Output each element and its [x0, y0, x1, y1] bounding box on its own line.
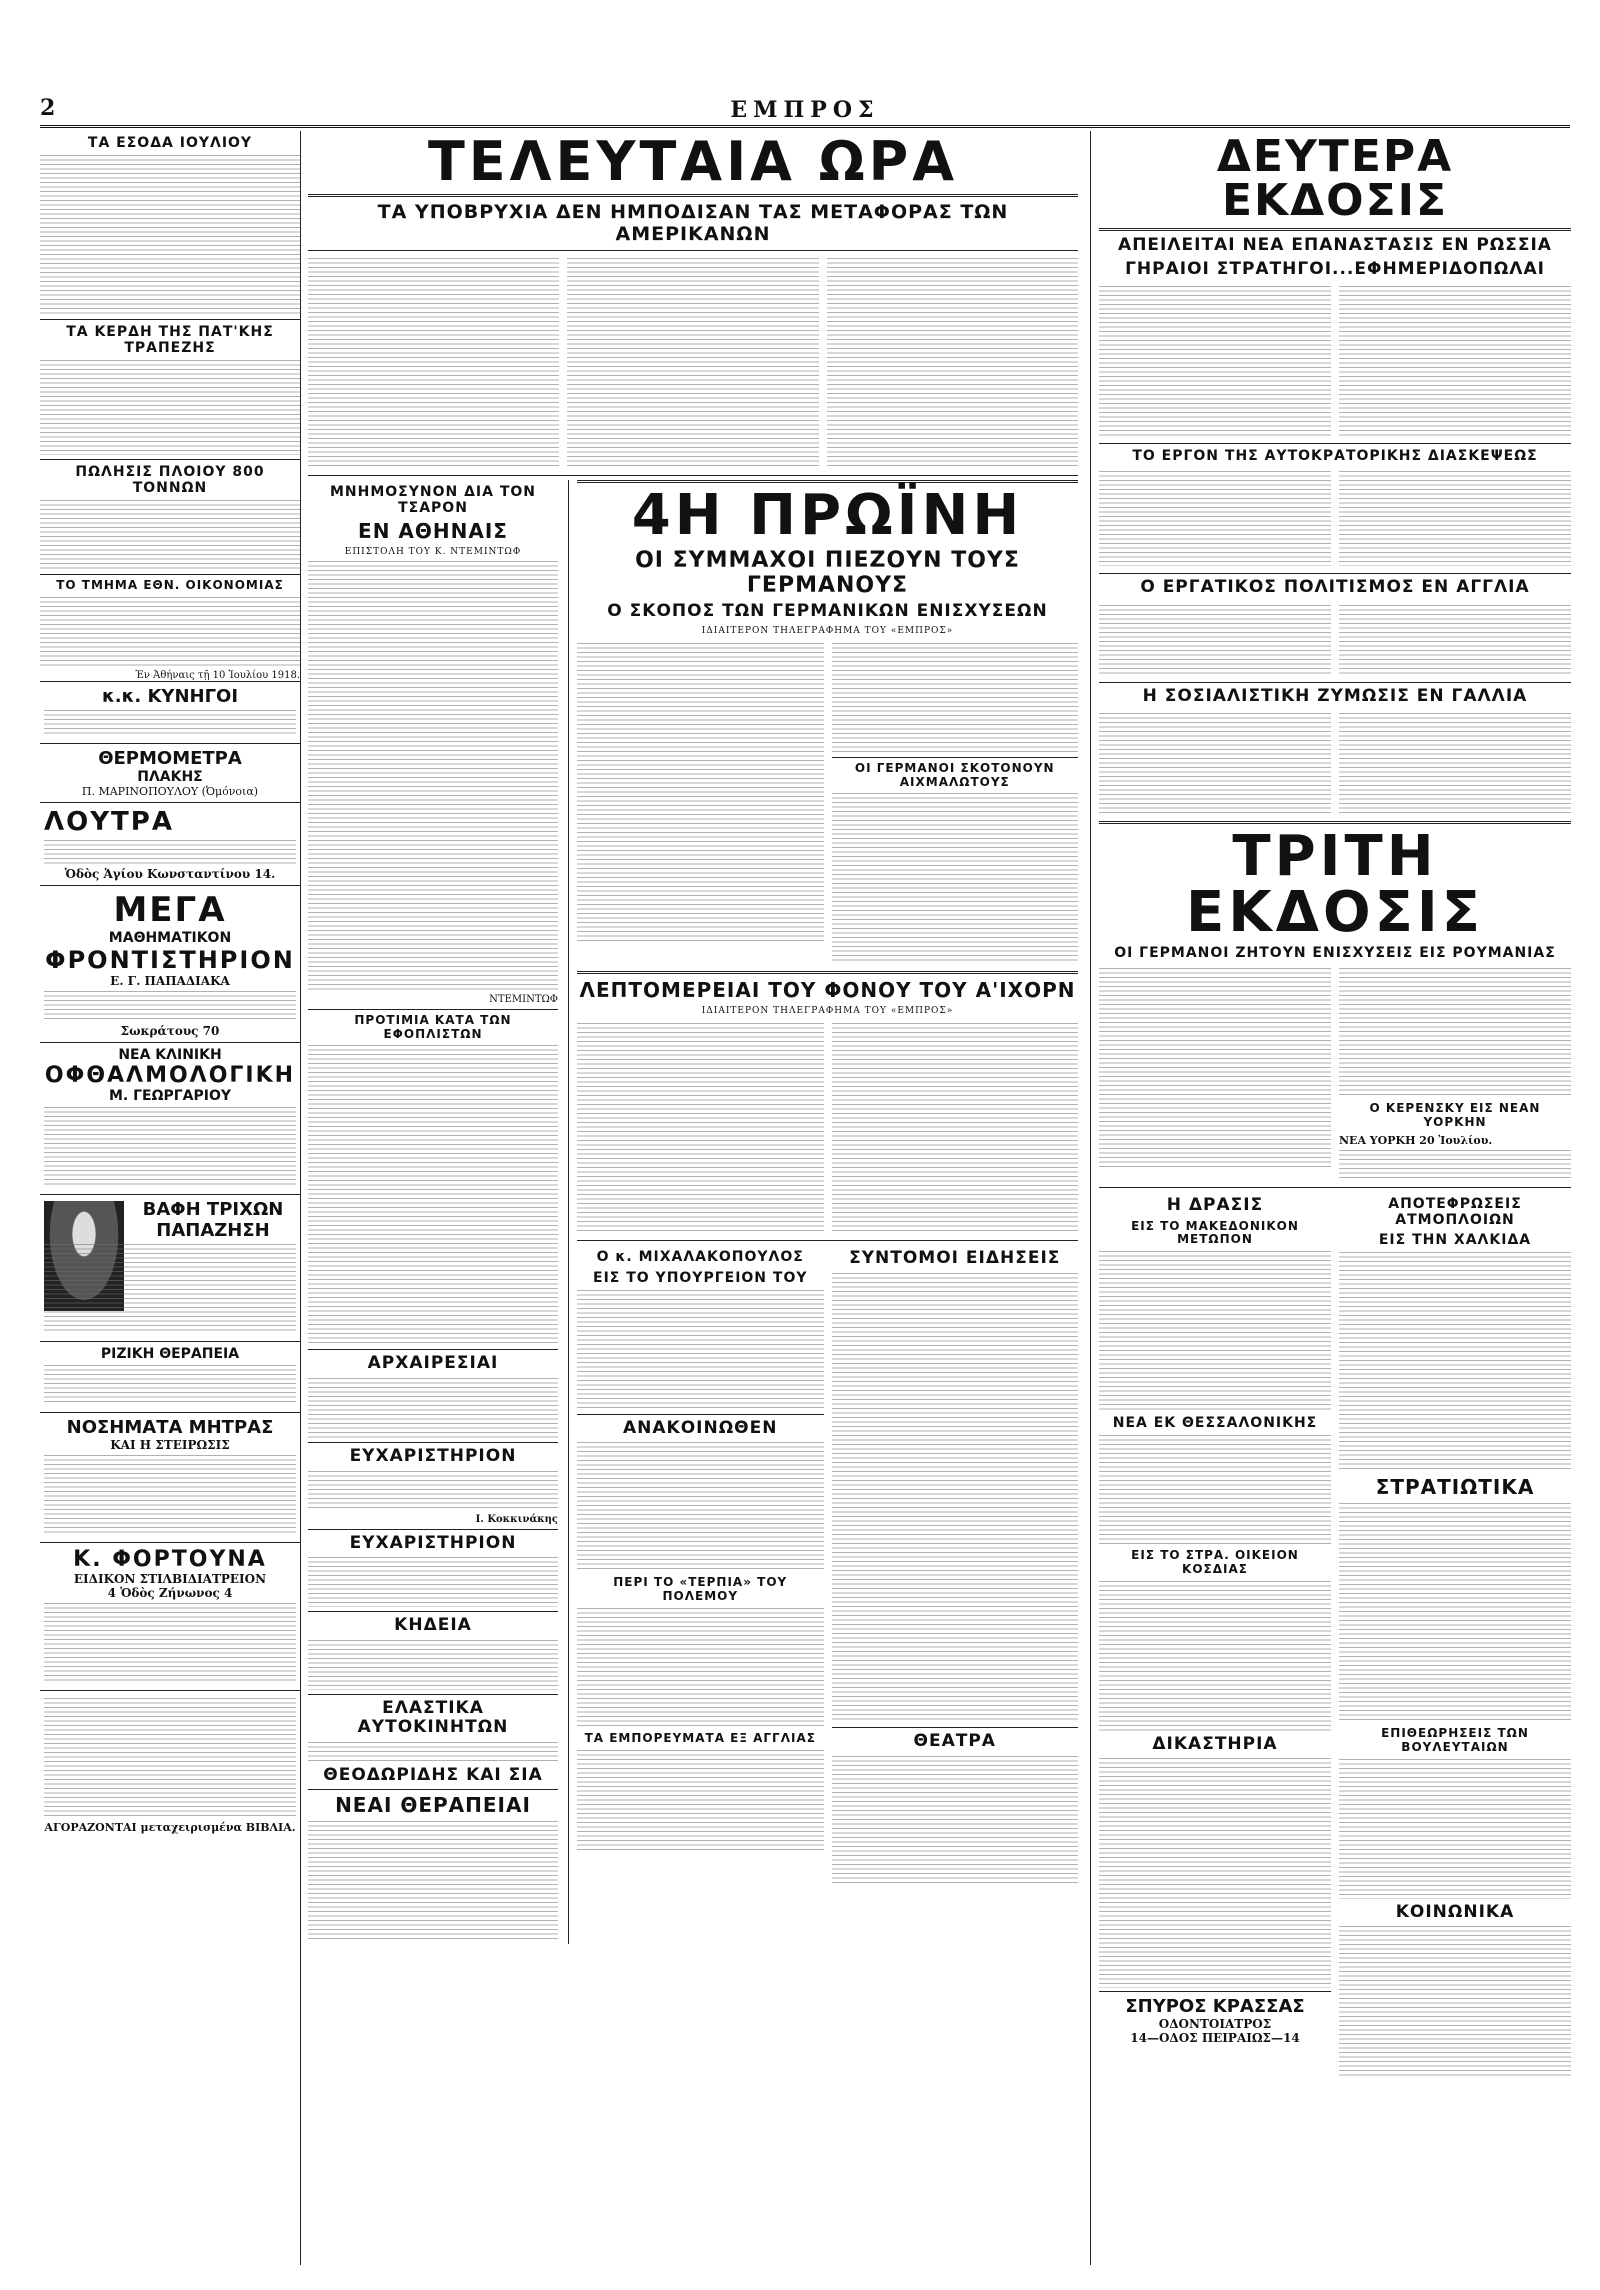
heading-dikastiria: ΔΙΚΑΣΤΗΡΙΑ — [1152, 1733, 1278, 1754]
paper-name: ΕΜΠΡΟΣ — [730, 97, 880, 123]
heading-theatra: ΘΕΑΤΡΑ — [913, 1730, 996, 1751]
page-number: 2 — [40, 95, 62, 121]
headline-sosialistiki: Η ΣΟΣΙΑΛΙΣΤΙΚΗ ΖΥΜΩΣΙΣ ΕΝ ΓΑΛΛΙΑ — [1142, 685, 1528, 706]
ad-loutra — [40, 802, 300, 885]
heading-kideia: ΚΗΔΕΙΑ — [394, 1615, 472, 1636]
left-column — [40, 131, 301, 2265]
ad-title: ΝΟΣΗΜΑΤΑ ΜΗΤΡΑΣ — [66, 1417, 274, 1439]
middle-column — [308, 131, 1078, 2265]
ad-krassas — [1099, 1991, 1331, 2049]
headline-apeileitai: ΑΠΕΙΛΕΙΤΑΙ ΝΕΑ ΕΠΑΝΑΣΤΑΣΙΣ ΕΝ ΡΩΣΣΙΑ — [1118, 235, 1552, 255]
headline-gypaioi: ΓΗΡΑΙΟΙ ΣΤΡΑΤΗΓΟΙ...ΕΦΗΜΕΡΙΔΟΠΩΛΑΙ — [1125, 258, 1545, 279]
ad-riziki — [40, 1341, 300, 1412]
ad-subtitle: ΟΔΟΝΤΟΙΑΤΡΟΣ — [1158, 2017, 1272, 2032]
headline-symmachoi: ΟΙ ΣΥΜΜΑΧΟΙ ΠΙΕΖΟΥΝ ΤΟΥΣ ΓΕΡΜΑΝΟΥΣ — [635, 547, 1020, 598]
article-ypovrychia — [308, 255, 1078, 471]
ad-subtitle: ΚΑΙ Η ΣΤΕΙΡΩΣΙΣ — [110, 1438, 230, 1453]
ad-nosimata — [40, 1412, 300, 1542]
headline-germanoi-zitoun: ΟΙ ΓΕΡΜΑΝΟΙ ΖΗΤΟΥΝ ΕΝΙΣΧΥΣΕΙΣ ΕΙΣ ΡΟΥΜΑΝΙΑΣ — [1114, 945, 1556, 962]
ad-title: ΘΕΡΜΟΜΕΤΡΑ — [98, 748, 242, 770]
heading-mnimosynon: ΜΝΗΜΟΣΥΝΟΝ ΔΙΑ ΤΟΝ ΤΣΑΡΟΝ — [329, 483, 537, 516]
heading-germanoi-skotonoun: ΟΙ ΓΕΡΜΑΝΟΙ ΣΚΟΤΟΝΟΥΝ ΑΙΧΜΑΛΩΤΟΥΣ — [854, 760, 1055, 789]
ad-ofthalmologiki — [40, 1042, 300, 1194]
ad-title: ΡΙΖΙΚΗ ΘΕΡΑΠΕΙΑ — [100, 1346, 240, 1363]
subhead-skopos: Ο ΣΚΟΠΟΣ ΤΩΝ ΓΕΡΜΑΝΙΚΩΝ ΕΝΙΣΧΥΣΕΩΝ — [607, 601, 1048, 622]
heading-theodoridis: ΘΕΟΔΩΡΙΔΗΣ ΚΑΙ ΣΙΑ — [323, 1764, 543, 1785]
heading-anakoinothen: ΑΝΑΚΟΙΝΩΘΕΝ — [623, 1417, 778, 1438]
ad-kynigoi — [40, 681, 300, 743]
dateline-nea-yorki: ΝΕΑ ΥΟΡΚΗ 20 Ἰουλίου. — [1339, 1133, 1493, 1147]
article-body — [40, 155, 300, 315]
heading-nea-thess: ΝΕΑ ΕΚ ΘΕΣΣΑΛΟΝΙΚΗΣ — [1112, 1415, 1318, 1432]
byline-ntemintof: ΕΠΙΣΤΟΛΗ ΤΟΥ Κ. ΝΤΕΜΙΝΤΩΦ — [344, 546, 522, 557]
ad-title: ΒΑΦΗ ΤΡΙΧΩΝ — [142, 1199, 284, 1221]
heading-protimia: ΠΡΟΤΙΜΙΑ ΚΑΤΑ ΤΩΝ ΕΦΟΠΛΙΣΤΩΝ — [354, 1012, 512, 1041]
ad-thermometra — [40, 743, 300, 802]
ad-subtitle: ΠΑΠΑΖΗΣΗ — [156, 1220, 270, 1242]
ad-frontistirion — [40, 885, 300, 1042]
ad-subtitle: ΠΛΑΚΗΣ — [137, 769, 203, 786]
heading-emporevmata: ΤΑ ΕΜΠΟΡΕΥΜΑΤΑ ΕΞ ΑΓΓΛΙΑΣ — [584, 1730, 816, 1745]
date-signature: Ἐν Ἀθήναις τῇ 10 Ἰουλίου 1918. — [135, 670, 300, 682]
headline-leptomereiai: ΛΕΠΤΟΜΕΡΕΙΑΙ ΤΟΥ ΦΟΝΟΥ ΤΟΥ Α'ΙΧΟΡΝ — [579, 978, 1076, 1003]
ad-address: 14—ΟΔΟΣ ΠΕΙΡΑΙΩΣ—14 — [1130, 2031, 1300, 2046]
article-body — [40, 500, 300, 570]
heading-neai-therapeiai: ΝΕΑΙ ΘΕΡΑΠΕΙΑΙ — [335, 1793, 531, 1818]
ad-title: ΜΕΓΑ — [113, 890, 227, 931]
heading-peri-terpia: ΠΕΡΙ ΤΟ «ΤΕΡΠΙΑ» ΤΟΥ ΠΟΛΕΜΟΥ — [613, 1575, 788, 1603]
section-title-deftera-ekdosis: ΔΕΥΤΕΡΑ ΕΚΔΟΣΙΣ — [1216, 131, 1454, 226]
signature-ntemintof: ΝΤΕΜΙΝΤΩΦ — [489, 993, 558, 1005]
right-column — [1090, 131, 1571, 2265]
ad-title-2: ΦΡΟΝΤΙΣΤΗΡΙΟΝ — [45, 946, 295, 975]
headline-ypovrychia: ΤΑ ΥΠΟΒΡΥΧΙΑ ΔΕΝ ΗΜΠΟΔΙΣΑΝ ΤΑΣ ΜΕΤΑΦΟΡΑΣ ΤΩΝ ΑΜΕΡΙΚΑΝΩΝ — [377, 201, 1009, 245]
ad-agorazontai: ΑΓΟΡΑΖΟΝΤΑΙ μεταχειρισμένα ΒΙΒΛΙΑ. — [44, 1821, 296, 1835]
heading-tmima: ΤΟ ΤΜΗΜΑ ΕΘΝ. ΟΙΚΟΝΟΜΙΑΣ — [56, 578, 284, 593]
section-title-4h-proini: 4Η ΠΡΩΪΝΗ — [631, 482, 1024, 548]
ad-line: Π. ΜΑΡΙΝΟΠΟΥΛΟΥ (Ὀμόνοια) — [81, 785, 259, 799]
heading-archairesiai: ΑΡΧΑΙΡΕΣΙΑΙ — [367, 1353, 499, 1374]
byline-emprós-2: ΙΔΙΑΙΤΕΡΟΝ ΤΗΛΕΓΡΑΦΗΜΑ ΤΟΥ «ΕΜΠΡΟΣ» — [701, 1006, 954, 1017]
heading-mnimosynon-sub: ΕΝ ΑΘΗΝΑΙΣ — [358, 518, 508, 543]
heading-michalakopoulos: Ο κ. ΜΙΧΑΛΑΚΟΠΟΥΛΟΣ — [596, 1249, 804, 1266]
ad-vafi — [40, 1194, 300, 1341]
ad-address: Ὁδὸς Ἁγίου Κωνσταντίνου 14. — [64, 867, 276, 882]
heading-apotefroseis: ΑΠΟΤΕΦΡΩΣΕΙΣ ΑΤΜΟΠΛΟΙΩΝ — [1388, 1195, 1522, 1229]
heading-kerensky: Ο ΚΕΡΕΝΣΚΥ ΕΙΣ ΝΕΑΝ ΥΟΡΚΗΝ — [1369, 1101, 1541, 1130]
ad-fortouna — [40, 1542, 300, 1690]
heading-esoda: ΤΑ ΕΣΟΔΑ ΙΟΥΛΙΟΥ — [87, 135, 253, 151]
heading-michalakopoulos-sub: ΕΙΣ ΤΟ ΥΠΟΥΡΓΕΙΟΝ ΤΟΥ — [593, 1269, 808, 1286]
heading-koinonika: ΚΟΙΝΩΝΙΚΑ — [1395, 1901, 1515, 1922]
newspaper-page — [40, 95, 1570, 2265]
ad-address: 4 Ὁδὸς Ζήνωνος 4 — [107, 1586, 233, 1601]
ad-title: Κ. ΦΟΡΤΟΥΝΑ — [73, 1547, 267, 1573]
ad-subtitle: ΕΙΔΙΚΟΝ ΣΤΙΛΒΙΔΙΑΤΡΕΙΟΝ — [73, 1572, 267, 1587]
ad-title: ΣΠΥΡΟΣ ΚΡΑΣΣΑΣ — [1125, 1996, 1305, 2018]
heading-to-stra: ΕΙΣ ΤΟ ΣΤΡΑ. ΟΙΚΕΙΟΝ ΚΟΣΔΙΑΣ — [1131, 1548, 1299, 1576]
ad-subtitle: ΝΕΑ ΚΛΙΝΙΚΗ — [118, 1047, 222, 1064]
ad-title: ΛΟΥΤΡΑ — [44, 807, 174, 838]
headline-ergon: ΤΟ ΕΡΓΟΝ ΤΗΣ ΑΥΤΟΚΡΑΤΟΡΙΚΗΣ ΔΙΑΣΚΕΨΕΩΣ — [1132, 448, 1538, 465]
heading-syntomoi: ΣΥΝΤΟΜΟΙ ΕΙΔΗΣΕΙΣ — [849, 1248, 1061, 1269]
article-body — [40, 360, 300, 455]
heading-ploia: ΠΩΛΗΣΙΣ ΠΛΟΙΟΥ 800 ΤΟΝΝΩΝ — [75, 464, 265, 497]
heading-epitheoriseis: ΕΠΙΘΕΩΡΗΣΕΙΣ ΤΩΝ ΒΟΥΛΕΥΤΑΙΩΝ — [1381, 1726, 1529, 1755]
heading-stratiotika: ΣΤΡΑΤΙΩΤΙΚΑ — [1375, 1475, 1535, 1500]
signature-kokkinakis: Ι. Κοκκινάκης — [475, 1513, 558, 1525]
heading-trapezis: ΤΑ ΚΕΡΔΗ ΤΗΣ ΠΑΤ'ΚΗΣ ΤΡΑΠΕΖΗΣ — [66, 324, 274, 357]
ad-address: Σωκράτους 70 — [120, 1024, 220, 1039]
heading-elastika: ΕΛΑΣΤΙΚΑ ΑΥΤΟΚΙΝΗΤΩΝ — [357, 1697, 509, 1738]
ad-subtitle: ΜΑΘΗΜΑΤΙΚΟΝ — [108, 930, 232, 947]
heading-eucharistirion: ΕΥΧΑΡΙΣΤΗΡΙΟΝ — [349, 1446, 517, 1467]
ad-classifieds — [40, 1690, 300, 1838]
section-title-teleutaia-ora: ΤΕΛΕΥΤΑΙΑ ΩΡΑ — [427, 131, 959, 193]
heading-arasis-sub: ΕΙΣ ΤΟ ΜΑΚΕΔΟΝΙΚΟΝ ΜΕΤΩΠΟΝ — [1131, 1218, 1299, 1247]
ad-title: ΟΦΘΑΛΜΟΛΟΓΙΚΗ — [44, 1063, 296, 1089]
heading-eucharistirion-2: ΕΥΧΑΡΙΣΤΗΡΙΟΝ — [349, 1532, 517, 1553]
article-body — [40, 597, 300, 667]
byline-emprós: ΙΔΙΑΙΤΕΡΟΝ ΤΗΛΕΓΡΑΦΗΜΑ ΤΟΥ «ΕΜΠΡΟΣ» — [701, 625, 954, 636]
ad-name: Μ. ΓΕΩΡΓΑΡΙΟΥ — [108, 1088, 232, 1105]
heading-apotefroseis-sub: ΕΙΣ ΤΗΝ ΧΑΛΚΙΔΑ — [1378, 1232, 1532, 1249]
ad-name: Ε. Γ. ΠΑΠΑΔΙΑΚΑ — [110, 974, 230, 989]
section-title-triti-ekdosis: ΤΡΙΤΗ ΕΚΔΟΣΙΣ — [1186, 824, 1484, 946]
page-header — [40, 95, 1570, 128]
heading-arasis: Η ΔΡΑΣΙΣ — [1166, 1194, 1264, 1215]
headline-ergatikos: Ο ΕΡΓΑΤΙΚΟΣ ΠΟΛΙΤΙΣΜΟΣ ΕΝ ΑΓΓΛΙΑ — [1140, 577, 1530, 598]
ad-title: κ.κ. ΚΥΝΗΓΟΙ — [101, 686, 239, 708]
